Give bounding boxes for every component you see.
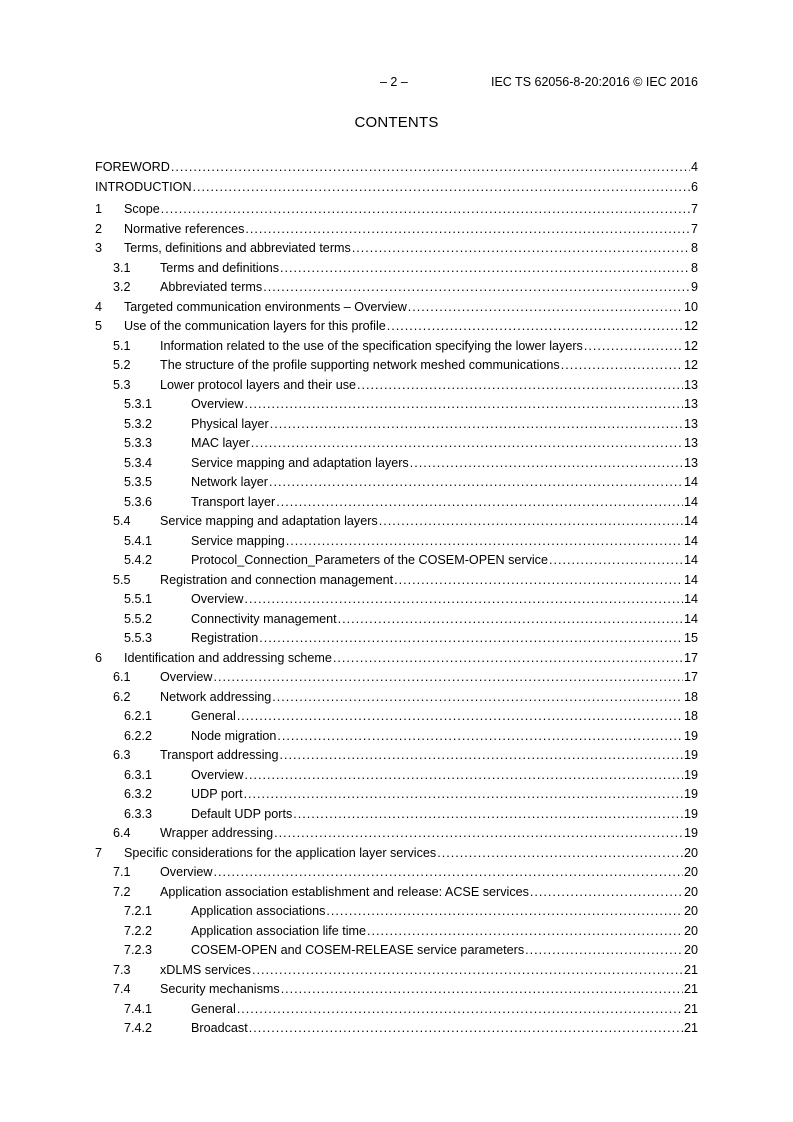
toc-entry[interactable] <box>95 434 698 454</box>
toc-entry-number: 7.3 <box>113 962 131 977</box>
toc-entry-number: 5.4 <box>113 514 131 528</box>
toc-entry-number: 5.3.5 <box>124 475 153 489</box>
dot-leader <box>270 415 683 435</box>
toc-entry-title: Security mechanisms <box>160 982 280 996</box>
toc-entry-number: 6.2 <box>113 689 131 704</box>
toc-entry-number: 6.2.1 <box>124 709 153 723</box>
dot-leader <box>249 1019 683 1039</box>
toc-entry[interactable] <box>95 1000 698 1020</box>
toc-entry[interactable] <box>95 376 698 396</box>
dot-leader <box>193 178 690 198</box>
toc-entry-number: 5.3.2 <box>124 416 153 431</box>
page-header <box>95 75 698 93</box>
toc-entry[interactable] <box>95 317 698 337</box>
toc-entry-number: 7.2.1 <box>124 904 153 918</box>
toc-entry-number: 5.3.1 <box>124 397 153 411</box>
toc-entry-page: 13 <box>683 436 698 450</box>
toc-entry-title: Overview <box>191 397 244 411</box>
dot-leader <box>280 259 690 279</box>
dot-leader <box>338 610 683 630</box>
toc-entry-page: 10 <box>683 299 698 314</box>
toc-entry-page: 13 <box>683 455 698 470</box>
toc-entry-title: Registration and connection management <box>160 572 394 587</box>
toc-entry-number: 7 <box>95 845 103 860</box>
toc-entry[interactable] <box>95 454 698 474</box>
dot-leader <box>272 688 683 708</box>
toc-entry-title: Node migration <box>191 728 277 743</box>
toc-entry-page: 14 <box>683 475 698 489</box>
toc-entry-number: 7.2.2 <box>124 923 153 938</box>
dot-leader <box>244 395 683 415</box>
dot-leader <box>237 707 683 727</box>
dot-leader <box>269 473 683 493</box>
toc-entry[interactable] <box>95 158 698 178</box>
dot-leader <box>561 356 683 376</box>
toc-entry[interactable] <box>95 805 698 825</box>
toc-entry[interactable] <box>95 415 698 435</box>
toc-entry[interactable] <box>95 766 698 786</box>
toc-entry[interactable] <box>95 610 698 630</box>
toc-entry-title: MAC layer <box>191 436 250 450</box>
dot-leader <box>171 158 690 178</box>
toc-entry-number: 5.3.6 <box>124 494 153 509</box>
toc-entry-title: UDP port <box>191 787 243 801</box>
toc-entry-page: 13 <box>683 397 698 411</box>
toc-entry-number: 7.2.3 <box>124 943 153 957</box>
toc-entry-title: Application associations <box>191 904 326 918</box>
toc-entry[interactable] <box>95 922 698 942</box>
toc-entry-page: 14 <box>683 592 698 606</box>
dot-leader <box>293 805 683 825</box>
toc-entry-page: 12 <box>683 338 698 353</box>
toc-entry-title: Service mapping and adaptation layers <box>191 455 409 470</box>
toc-entry-title: Identification and addressing scheme <box>124 650 332 665</box>
toc-entry-number: 5.5.3 <box>124 631 153 645</box>
dot-leader <box>237 1000 683 1020</box>
toc-entry-page: 4 <box>690 160 698 174</box>
dot-leader <box>276 493 683 513</box>
toc-entry-number: 5 <box>95 319 103 333</box>
dot-leader <box>394 571 683 591</box>
toc-entry-number: 7.4.1 <box>124 1001 153 1016</box>
dot-leader <box>277 727 683 747</box>
toc-entry[interactable] <box>95 649 698 669</box>
dot-leader <box>244 590 683 610</box>
toc-entry-title: Network layer <box>191 475 268 489</box>
toc-entry-number: 5.2 <box>113 358 131 372</box>
toc-entry-title: Network addressing <box>160 689 272 704</box>
toc-entry[interactable] <box>95 961 698 981</box>
toc-entry-number: 3 <box>95 241 103 255</box>
toc-entry[interactable] <box>95 590 698 610</box>
dot-leader <box>263 278 690 298</box>
toc-entry-title: Transport layer <box>191 494 276 509</box>
dot-leader <box>213 668 683 688</box>
toc-entry-number: 5.5.1 <box>124 592 153 606</box>
dot-leader <box>252 961 683 981</box>
toc-entry[interactable] <box>95 239 698 259</box>
toc-entry-title: Overview <box>160 865 213 879</box>
toc-entry-title: Physical layer <box>191 416 269 431</box>
toc-entry-page: 7 <box>690 221 698 236</box>
toc-entry[interactable] <box>95 980 698 1000</box>
toc-entry[interactable] <box>95 259 698 279</box>
dot-leader <box>213 863 683 883</box>
toc-entry-number: 4 <box>95 299 103 314</box>
toc-entry-title: Overview <box>160 670 213 684</box>
dot-leader <box>408 298 683 318</box>
toc-entry-page: 20 <box>683 845 698 860</box>
toc-entry-number: 6.4 <box>113 826 131 840</box>
toc-entry[interactable] <box>95 883 698 903</box>
toc-entry-title: Protocol_Connection_Parameters of the COSEM-OPEN service <box>191 553 548 567</box>
toc-entry-title: Targeted communication environments – Overview <box>124 299 407 314</box>
dot-leader <box>367 922 683 942</box>
toc-entry-number: 6.2.2 <box>124 728 153 743</box>
toc-entry[interactable] <box>95 298 698 318</box>
dot-leader <box>584 337 683 357</box>
toc-entry-page: 17 <box>683 670 698 684</box>
toc-entry-title: Normative references <box>124 221 245 236</box>
toc-entry-number: 5.3.3 <box>124 436 153 450</box>
toc-entry[interactable] <box>95 278 698 298</box>
toc-entry-number: 6.3.1 <box>124 767 153 782</box>
dot-leader <box>357 376 683 396</box>
toc-entry-title: Default UDP ports <box>191 806 293 821</box>
toc-entry-title: Terms and definitions <box>160 260 280 275</box>
toc-entry[interactable] <box>95 707 698 727</box>
toc-entry-number: 7.4.2 <box>124 1021 153 1035</box>
page-title: CONTENTS <box>354 114 439 131</box>
dot-leader <box>525 941 683 961</box>
toc-entry[interactable] <box>95 1019 698 1039</box>
toc-entry-title: Service mapping and adaptation layers <box>160 514 378 528</box>
toc-entry-page: 20 <box>683 943 698 957</box>
toc-entry-title: Overview <box>191 767 244 782</box>
toc-entry[interactable] <box>95 178 698 198</box>
dot-leader <box>530 883 683 903</box>
toc-entry-page: 19 <box>683 728 698 743</box>
toc-entry[interactable] <box>95 785 698 805</box>
toc-entry-number: 5.4.2 <box>124 553 153 567</box>
toc-entry-number: 5.3 <box>113 377 131 392</box>
toc-entry[interactable] <box>95 571 698 591</box>
toc-entry-number: 1 <box>95 202 103 216</box>
page-number: – 2 – <box>380 75 408 89</box>
toc-entry[interactable] <box>95 629 698 649</box>
toc-entry-number: 5.5.2 <box>124 611 153 626</box>
toc-entry-number: 6 <box>95 650 103 665</box>
toc-entry-title: General <box>191 1001 236 1016</box>
toc-entry-title: Transport addressing <box>160 748 279 762</box>
toc-entry-number: 5.5 <box>113 572 131 587</box>
toc-entry-page: 14 <box>683 533 698 548</box>
dot-leader <box>274 824 683 844</box>
dot-leader <box>161 200 690 220</box>
toc-entry-number: 6.3 <box>113 748 131 762</box>
toc-entry-page: 9 <box>690 280 698 294</box>
toc-entry-title: xDLMS services <box>160 962 251 977</box>
toc-entry-page: 12 <box>683 358 698 372</box>
toc-entry-title: Overview <box>191 592 244 606</box>
dot-leader <box>259 629 683 649</box>
toc-entry-number: 5.4.1 <box>124 533 153 548</box>
toc-entry-page: 20 <box>683 865 698 879</box>
toc-entry-title: General <box>191 709 236 723</box>
toc-entry[interactable] <box>95 863 698 883</box>
toc-entry-title: INTRODUCTION <box>95 179 192 194</box>
toc-entry[interactable] <box>95 200 698 220</box>
toc-entry-page: 14 <box>683 611 698 626</box>
toc-entry-title: Specific considerations for the application layer services <box>124 845 437 860</box>
toc-entry-number: 7.2 <box>113 884 131 899</box>
toc-entry-page: 19 <box>683 748 698 762</box>
toc-entry-number: 2 <box>95 221 103 236</box>
toc-entry-title: Broadcast <box>191 1021 248 1035</box>
toc-entry-number: 5.3.4 <box>124 455 153 470</box>
toc-entry-page: 17 <box>683 650 698 665</box>
toc-entry-page: 6 <box>690 179 698 194</box>
toc-entry-page: 19 <box>683 787 698 801</box>
toc-entry-page: 21 <box>683 982 698 996</box>
dot-leader <box>326 902 683 922</box>
dot-leader <box>281 980 683 1000</box>
toc-entry-page: 20 <box>683 923 698 938</box>
toc-entry-number: 6.3.2 <box>124 787 153 801</box>
toc-entry-page: 21 <box>683 1021 698 1035</box>
toc-entry-title: Connectivity management <box>191 611 337 626</box>
toc-entry-title: Information related to the use of the specification specifying the lower layers <box>160 338 583 353</box>
toc-entry-title: COSEM-OPEN and COSEM-RELEASE service parameters <box>191 943 525 957</box>
toc-entry-title: Abbreviated terms <box>160 280 263 294</box>
toc-entry-page: 8 <box>690 241 698 255</box>
toc-entry[interactable] <box>95 941 698 961</box>
toc-entry[interactable] <box>95 824 698 844</box>
dot-leader <box>245 220 690 240</box>
toc-entry-number: 7.1 <box>113 865 131 879</box>
toc-entry-title: Wrapper addressing <box>160 826 274 840</box>
toc-entry-title: Lower protocol layers and their use <box>160 377 357 392</box>
dot-leader <box>410 454 683 474</box>
toc-entry-number: 3.2 <box>113 280 131 294</box>
toc-entry-page: 21 <box>683 1001 698 1016</box>
toc-entry-page: 13 <box>683 416 698 431</box>
dot-leader <box>549 551 683 571</box>
toc-entry-title: FOREWORD <box>95 160 170 174</box>
toc-entry-number: 6.1 <box>113 670 131 684</box>
toc-entry-page: 7 <box>690 202 698 216</box>
dot-leader <box>244 766 683 786</box>
toc-entry[interactable] <box>95 512 698 532</box>
toc-entry-title: Application association establishment and release: ACSE services <box>160 884 529 899</box>
toc-entry-page: 12 <box>683 319 698 333</box>
toc-entry-page: 18 <box>683 689 698 704</box>
toc-entry-title: Application association life time <box>191 923 367 938</box>
dot-leader <box>251 434 683 454</box>
toc-entry[interactable] <box>95 844 698 864</box>
dot-leader <box>379 512 683 532</box>
toc-entry-page: 18 <box>683 709 698 723</box>
toc-entry-page: 20 <box>683 884 698 899</box>
toc-entry-page: 14 <box>683 553 698 567</box>
toc-entry[interactable] <box>95 668 698 688</box>
toc-entry-page: 19 <box>683 767 698 782</box>
toc-entry[interactable] <box>95 395 698 415</box>
toc-entry-number: 6.3.3 <box>124 806 153 821</box>
dot-leader <box>280 746 683 766</box>
toc-entry-page: 13 <box>683 377 698 392</box>
toc-entry[interactable] <box>95 493 698 513</box>
toc-entry-page: 20 <box>683 904 698 918</box>
toc-entry-page: 15 <box>683 631 698 645</box>
dot-leader <box>286 532 683 552</box>
toc-entry-title: Scope <box>124 202 160 216</box>
toc-entry[interactable] <box>95 532 698 552</box>
toc-entry-title: Terms, definitions and abbreviated terms <box>124 241 351 255</box>
toc-entry-page: 14 <box>683 572 698 587</box>
toc-entry-page: 21 <box>683 962 698 977</box>
toc-entry[interactable] <box>95 473 698 493</box>
toc-entry-page: 19 <box>683 806 698 821</box>
dot-leader <box>352 239 690 259</box>
toc-entry-page: 19 <box>683 826 698 840</box>
dot-leader <box>333 649 683 669</box>
toc-entry-title: Use of the communication layers for this profile <box>124 319 386 333</box>
toc-entry-number: 5.1 <box>113 338 131 353</box>
toc-entry-page: 8 <box>690 260 698 275</box>
dot-leader <box>244 785 683 805</box>
toc-entry-page: 14 <box>683 514 698 528</box>
toc-entry-number: 3.1 <box>113 260 131 275</box>
toc-entry[interactable] <box>95 688 698 708</box>
dot-leader <box>387 317 683 337</box>
toc-entry[interactable] <box>95 727 698 747</box>
toc-entry[interactable] <box>95 551 698 571</box>
toc-entry-title: Registration <box>191 631 259 645</box>
standard-reference: IEC TS 62056-8-20:2016 © IEC 2016 <box>490 75 698 89</box>
toc-entry[interactable] <box>95 337 698 357</box>
toc-entry-number: 7.4 <box>113 982 131 996</box>
toc-entry[interactable] <box>95 356 698 376</box>
toc-entry[interactable] <box>95 902 698 922</box>
toc-entry-title: The structure of the profile supporting network meshed communications <box>160 358 560 372</box>
dot-leader <box>437 844 683 864</box>
toc-entry[interactable] <box>95 746 698 766</box>
toc-entry-page: 14 <box>683 494 698 509</box>
table-of-contents <box>95 158 698 1039</box>
toc-entry-title: Service mapping <box>191 533 285 548</box>
toc-entry[interactable] <box>95 220 698 240</box>
